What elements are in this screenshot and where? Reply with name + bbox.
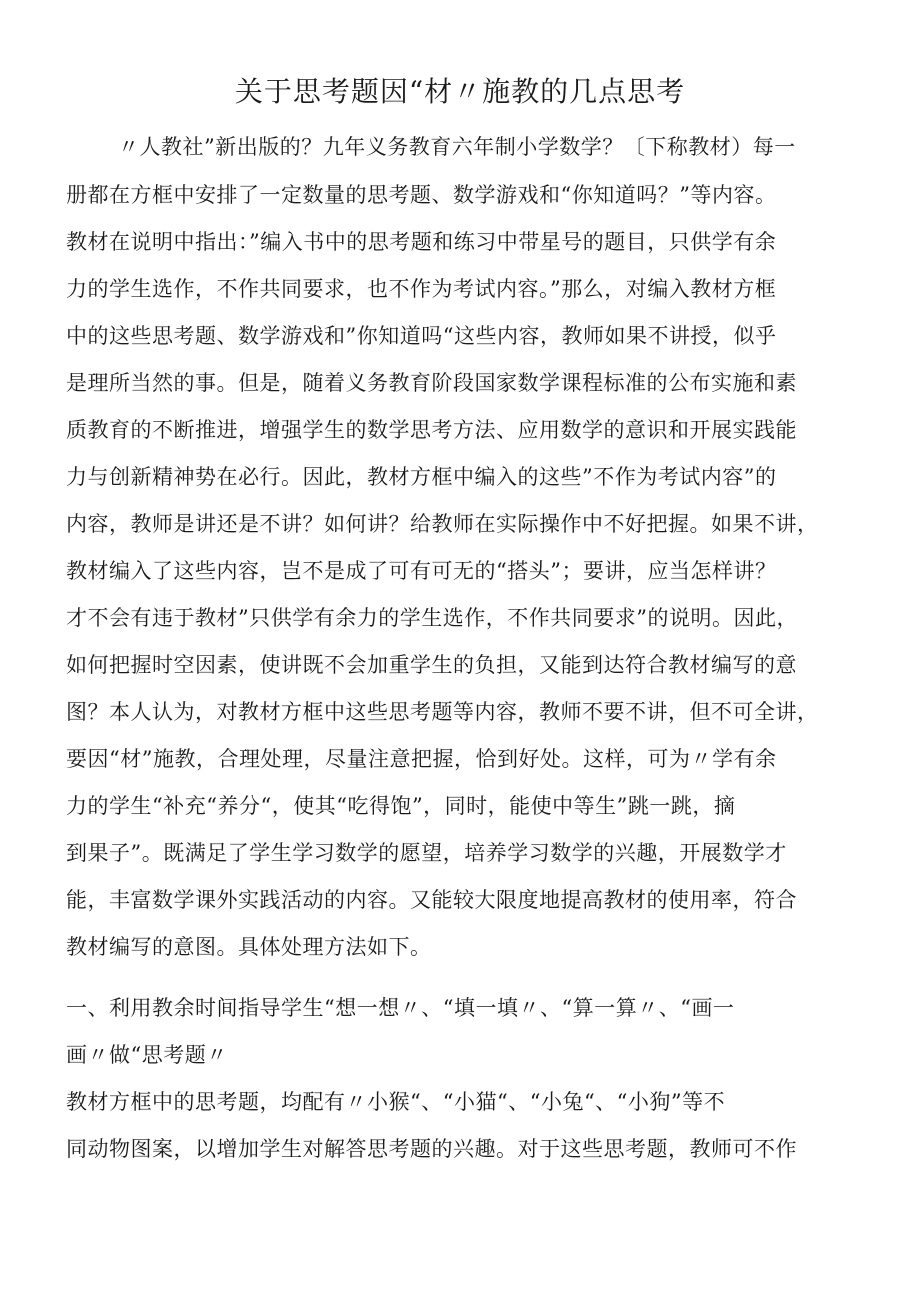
paragraph-line: 教材在说明中指出：”编入书中的思考题和练习中带星号的题目，只供学有余 [66, 230, 777, 254]
paragraph-line: 质教育的不断推进，增强学生的数学思考方法、应用数学的意识和开展实践能 [66, 418, 797, 442]
paragraph-line: 是理所当然的事。但是，随着义务教育阶段国家数学课程标准的公布实施和素 [66, 371, 797, 395]
section-heading-line: 画〃做“思考题〃 [66, 1043, 228, 1067]
paragraph-line: 力的学生选作，不作共同要求，也不作为考试内容。”那么，对编入教材方框 [66, 277, 777, 301]
paragraph-line: 才不会有违于教材”只供学有余力的学生选作，不作共同要求”的说明。因此， [66, 606, 798, 630]
paragraph-line: 中的这些思考题、数学游戏和”你知道吗“这些内容，教师如果不讲授，似乎 [66, 324, 777, 348]
paragraph-line: 如何把握时空因素，使讲既不会加重学生的负担，又能到达符合教材编写的意 [66, 653, 797, 677]
paragraph-line: 力与创新精神势在必行。因此，教材方框中编入的这些”不作为考试内容”的 [66, 465, 777, 489]
paragraph-line: 教材编写的意图。具体处理方法如下。 [66, 935, 432, 959]
paragraph-line: 能，丰富数学课外实践活动的内容。又能较大限度地提高教材的使用率，符合 [66, 888, 797, 912]
paragraph-line: 内容，教师是讲还是不讲？如何讲？给教师在实际操作中不好把握。如果不讲， [66, 512, 819, 536]
paragraph-line: 力的学生“补充“养分“，使其“吃得饱”，同时，能使中等生”跳一跳，摘 [66, 794, 736, 818]
paragraph-line: 到果子”。既满足了学生学习数学的愿望，培养学习数学的兴趣，开展数学才 [66, 841, 787, 865]
document-title: 关于思考题因“材〃施教的几点思考 [234, 75, 686, 108]
paragraph-line: 图？本人认为，对教材方框中这些思考题等内容，教师不要不讲，但不可全讲， [66, 700, 819, 724]
paragraph-line: 册都在方框中安排了一定数量的思考题、数学游戏和“你知道吗？”等内容。 [66, 183, 777, 207]
section-heading-line: 一、利用教余时间指导学生“想一想〃、“填一填〃、“算一算〃、“画一 [66, 996, 735, 1020]
paragraph-line: 要因“材”施教，合理处理，尽量注意把握，恰到好处。这样，可为〃学有余 [66, 747, 777, 771]
paragraph-line: 教材编入了这些内容，岂不是成了可有可无的“搭头”；要讲，应当怎样讲？ [66, 559, 777, 583]
paragraph-line: 同动物图案，以增加学生对解答思考题的兴趣。对于这些思考题，教师可不作 [66, 1137, 797, 1161]
paragraph-line: 〃人教社”新出版的？九年义务教育六年制小学数学？〔下称教材）每一 [118, 135, 796, 159]
paragraph-line: 教材方框中的思考题，均配有〃小猴“、“小猫“、“小兔“、“小狗”等不 [66, 1090, 726, 1114]
